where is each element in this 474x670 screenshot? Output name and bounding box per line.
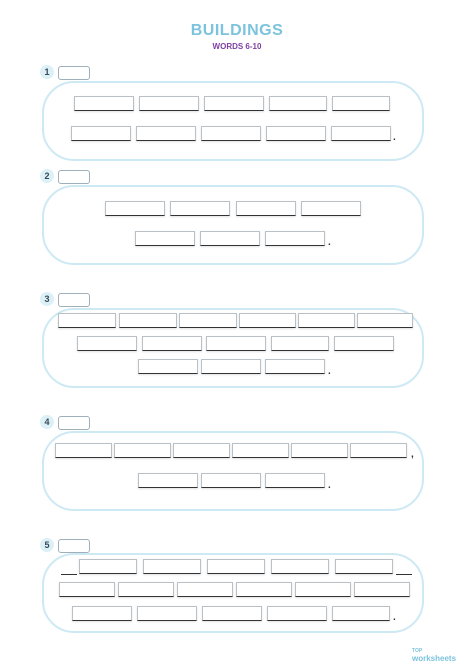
answer-box-4[interactable] [58, 416, 90, 430]
question-number-5: 5 [40, 538, 54, 552]
answer-box-3[interactable] [58, 293, 90, 307]
worksheet-subtitle: WORDS 6-10 [212, 42, 262, 51]
word-tile[interactable] [269, 96, 327, 111]
word-tile[interactable] [265, 473, 325, 488]
word-tile[interactable] [138, 359, 198, 374]
question-number-1: 1 [40, 65, 54, 79]
word-tile[interactable] [207, 559, 265, 574]
brand-logo-top: TOP [412, 648, 423, 654]
word-tile[interactable] [332, 606, 390, 621]
word-tile[interactable] [265, 359, 325, 374]
worksheet-title: BUILDINGS [190, 22, 284, 39]
word-tile[interactable] [137, 606, 197, 621]
word-tile[interactable] [201, 359, 261, 374]
word-tile[interactable] [204, 96, 264, 111]
answer-box-5[interactable] [58, 539, 90, 553]
word-tile[interactable] [71, 126, 131, 141]
word-tile[interactable] [55, 443, 112, 458]
word-tile[interactable] [265, 231, 325, 246]
punctuation-mark: . [393, 612, 396, 623]
word-tile[interactable] [201, 126, 261, 141]
word-tile[interactable] [79, 559, 137, 574]
word-tile[interactable] [295, 582, 351, 597]
word-tile[interactable] [179, 313, 237, 328]
word-tile[interactable] [119, 313, 177, 328]
word-tile[interactable] [72, 606, 132, 621]
word-tile[interactable] [335, 559, 393, 574]
sentence-panel-2 [42, 185, 424, 265]
word-tile[interactable] [271, 336, 329, 351]
word-tile[interactable] [291, 443, 348, 458]
punctuation-mark: , [411, 449, 414, 460]
word-tile[interactable] [170, 201, 230, 216]
word-tile[interactable] [74, 96, 134, 111]
question-number-2: 2 [40, 169, 54, 183]
blank-line [61, 574, 77, 575]
brand-logo-worksheets: worksheets [412, 654, 457, 663]
word-tile[interactable] [143, 559, 201, 574]
blank-line [396, 574, 412, 575]
word-tile[interactable] [139, 96, 199, 111]
word-tile[interactable] [136, 126, 196, 141]
word-tile[interactable] [138, 473, 198, 488]
word-tile[interactable] [267, 606, 327, 621]
word-tile[interactable] [201, 473, 261, 488]
answer-box-2[interactable] [58, 170, 90, 184]
word-tile[interactable] [173, 443, 230, 458]
word-tile[interactable] [135, 231, 195, 246]
word-tile[interactable] [334, 336, 394, 351]
word-tile[interactable] [332, 96, 390, 111]
word-tile[interactable] [354, 582, 410, 597]
word-tile[interactable] [271, 559, 329, 574]
word-tile[interactable] [357, 313, 413, 328]
word-tile[interactable] [77, 336, 137, 351]
word-tile[interactable] [301, 201, 361, 216]
word-tile[interactable] [266, 126, 326, 141]
word-tile[interactable] [200, 231, 260, 246]
sentence-panel-1 [42, 81, 424, 161]
word-tile[interactable] [59, 582, 115, 597]
answer-box-1[interactable] [58, 66, 90, 80]
word-tile[interactable] [232, 443, 289, 458]
word-tile[interactable] [58, 313, 116, 328]
word-tile[interactable] [202, 606, 262, 621]
punctuation-mark: . [328, 480, 331, 491]
question-number-4: 4 [40, 415, 54, 429]
word-tile[interactable] [236, 582, 292, 597]
word-tile[interactable] [298, 313, 355, 328]
word-tile[interactable] [142, 336, 202, 351]
word-tile[interactable] [331, 126, 391, 141]
word-tile[interactable] [114, 443, 171, 458]
word-tile[interactable] [236, 201, 296, 216]
punctuation-mark: . [328, 366, 331, 377]
word-tile[interactable] [177, 582, 233, 597]
word-tile[interactable] [118, 582, 174, 597]
question-number-3: 3 [40, 292, 54, 306]
word-tile[interactable] [105, 201, 165, 216]
punctuation-mark: . [328, 237, 331, 248]
word-tile[interactable] [350, 443, 407, 458]
word-tile[interactable] [206, 336, 266, 351]
word-tile[interactable] [239, 313, 296, 328]
punctuation-mark: . [393, 132, 396, 143]
